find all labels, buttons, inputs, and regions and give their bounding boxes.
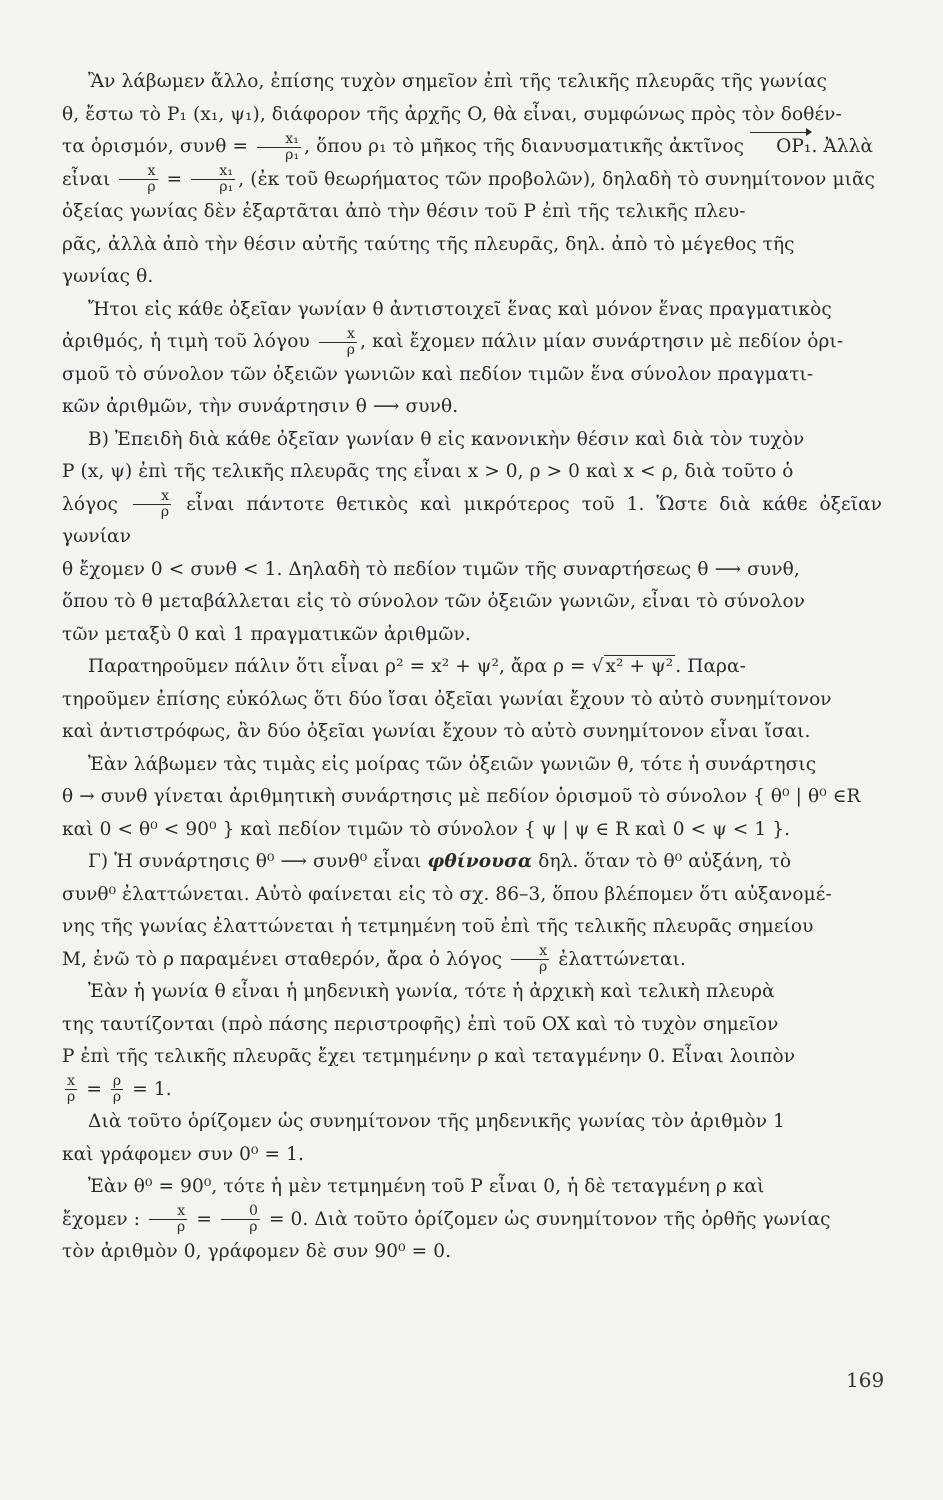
fraction: $\frac{x}{\rho}$ [119,164,157,195]
fraction: $\frac{x}{\rho}$ [149,1204,187,1235]
vector-op1: OP₁ [750,131,811,164]
paragraph-8: Διὰ τοῦτο ὁρίζομεν ὡς συνημίτονον τῆς μηδενικῆς γωνίας τὸν ἀριθμὸν 1 καὶ γράφομεν συν 0⁰ = 1. [62,1111,785,1165]
paragraph-7: Ἐὰν ἡ γωνία θ εἶναι ἡ μηδενικὴ γωνία, τότε ἡ ἀρχικὴ καὶ τελικὴ πλευρὰ της ταυτίζονται (πρὸ πάσης περιστροφῆς) ἐπὶ τοῦ OX καὶ τὸ τυχὸν σημεῖον P ἐπὶ τῆς τελικῆς πλευρᾶς ἔχει τετμημένην ρ καὶ τεταγμένην 0. Εἶναι λοιπὸν [62,981,796,1067]
page-body [62,66,882,1269]
emphasis-decreasing: φθίνουσα [427,851,533,872]
paragraph-4: Παρατηροῦμεν πάλιν ὅτι εἶναι ρ² = x² + ψ², ἄρα ρ = √ x² + ψ² . Παρα- τηροῦμεν ἐπίσης εὐκόλως ὅτι δύο ἴσαι ὀξεῖαι γωνίαι ἔχουν τὸ αὐτὸ συνημίτονον καὶ ἀντιστρόφως, ἂν δύο ὀξεῖαι γωνίαι ἔχουν τὸ αὐτὸ συνημίτονον εἶναι ἴσαι. [62,656,832,742]
fraction: $\frac{x}{\rho}$ [511,944,549,975]
paragraph-2: Ἤτοι εἰς κάθε ὀξεῖαν γωνίαν θ ἀντιστοιχεῖ ἕνας καὶ μόνον ἕνας πραγματικὸς ἀριθμός, ἡ τιμὴ τοῦ λόγου $\frac{x}{\rho}$ , καὶ ἔχομεν πάλιν μίαν συνάρτησιν μὲ πεδίον ὁρι- σμοῦ τὸ σύνολον τῶν ὀξειῶν γωνιῶν καὶ πεδίον τιμῶν ἕνα σύνολον πραγματι- κῶν ἀριθμῶν, τὴν συνάρτησιν θ ⟶ συνθ. [62,298,844,417]
fraction: $\frac{\rho}{\rho}$ [112,1073,122,1105]
paragraph-6: Γ) Ἡ συνάρτησις θ⁰ ⟶ συνθ⁰ εἶναι φθίνουσα δηλ. ὅταν τὸ θ⁰ αὐξάνη, τὸ συνθ⁰ ἐλαττώνεται. Αὐτὸ φαίνεται εἰς τὸ σχ. 86–3, ὅπου βλέπομεν ὅτι αὐξανομέ- νης τῆς γωνίας ἐλαττώνεται ἡ τετμημένη τοῦ ἐπὶ τῆς τελικῆς πλευρᾶς σημείου M, ἐνῶ τὸ ρ παραμένει σταθερόν, ἄρα ὁ λόγος $\frac{x}{\rho}$ ἐλαττώνεται. [62,851,832,975]
paragraph-3: B) Ἐπειδὴ διὰ κάθε ὀξεῖαν γωνίαν θ εἰς κανονικὴν θέσιν καὶ διὰ τὸν τυχὸν P (x, ψ) ἐπὶ τῆς τελικῆς πλευρᾶς της εἶναι x > 0, ρ > 0 καὶ x < ρ, διὰ τοῦτο ὁ λόγος $\frac{x}{\rho}$ εἶναι πάντοτε θετικὸς καὶ μικρότερος τοῦ 1. Ὥστε διὰ κάθε ὀξεῖαν γωνίαν θ ἔχομεν 0 < συνθ < 1. Δηλαδὴ τὸ πεδίον τιμῶν τῆς συναρτήσεως θ ⟶ συνθ, ὅπου τὸ θ μεταβάλλεται εἰς τὸ σύνολον τῶν ὀξειῶν γωνιῶν, εἶναι τὸ σύνολον τῶν μεταξὺ 0 καὶ 1 πραγματικῶν ἀριθμῶν. [62,428,883,645]
equation-zero-angle: $\frac{x}{\rho}$ = $\frac{\rho}{\rho}$ = 1. [67,1073,172,1105]
square-root: x² + ψ² [605,656,674,677]
paragraph-9: Ἐὰν θ⁰ = 90⁰, τότε ἡ μὲν τετμημένη τοῦ P εἶναι 0, ἡ δὲ τεταγμένη ρ καὶ ἔχομεν : $\frac{x}{\rho}$ = $\frac{0}{\rho}$ = 0. Διὰ τοῦτο ὁρίζομεν ὡς συνημίτονον τῆς ὀρθῆς γωνίας τὸν ἀριθμὸν 0, γράφομεν δὲ συν 90⁰ = 0. [62,1176,831,1262]
fraction: $\frac{0}{\rho}$ [221,1204,260,1235]
paragraph-1: Ἂν λάβωμεν ἄλλο, ἐπίσης τυχὸν σημεῖον ἐπὶ τῆς τελικῆς πλευρᾶς τῆς γωνίας θ, ἔστω τὸ P₁ (x₁, ψ₁), διάφορον τῆς ἀρχῆς O, θὰ εἶναι, συμφώνως πρὸς τὸν δοθέν- τα ὁρισμόν, συνθ = $\frac{\text{x₁}}{\text{ρ₁}}$ , ὅπου ρ₁ τὸ μῆκος τῆς διανυσματικῆς ἀκτῖνος OP₁. Ἀλλὰ εἶναι $\frac{x}{\rho}$ = $\frac{\text{x₁}}{\text{ρ₁}}$ , (ἐκ τοῦ θεωρήματος τῶν προβολῶν), δηλαδὴ τὸ συνημίτονον μιᾶς ὀξείας γωνίας δὲν ἐξαρτᾶται ἀπὸ τὴν θέσιν τοῦ P ἐπὶ τῆς τελικῆς πλευ- ρᾶς, ἀλλὰ ἀπὸ τὴν θέσιν αὐτῆς ταύτης τῆς πλευρᾶς, δηλ. ἀπὸ τὸ μέγεθος τῆς γωνίας θ. [62,71,876,287]
paragraph-5: Ἐὰν λάβωμεν τὰς τιμὰς εἰς μοίρας τῶν ὀξειῶν γωνιῶν θ, τότε ἡ συνάρτησις θ → συνθ γίνεται ἀριθμητικὴ συνάρτησις μὲ πεδίον ὁρισμοῦ τὸ σύνολον { θ⁰ | θ⁰ ∈R καὶ 0 < θ⁰ < 90⁰ } καὶ πεδίον τιμῶν τὸ σύνολον { ψ | ψ ∈ R καὶ 0 < ψ < 1 }. [62,753,861,840]
fraction: $\frac{x}{\rho}$ [319,327,357,358]
fraction: $\frac{x}{\rho}$ [133,489,171,520]
fraction: $\frac{x}{\rho}$ [67,1073,76,1105]
fraction: $\frac{\text{x₁}}{\text{ρ₁}}$ [191,164,235,195]
page-number: 169 [846,1368,885,1392]
fraction: $\frac{\text{x₁}}{\text{ρ₁}}$ [257,132,301,163]
